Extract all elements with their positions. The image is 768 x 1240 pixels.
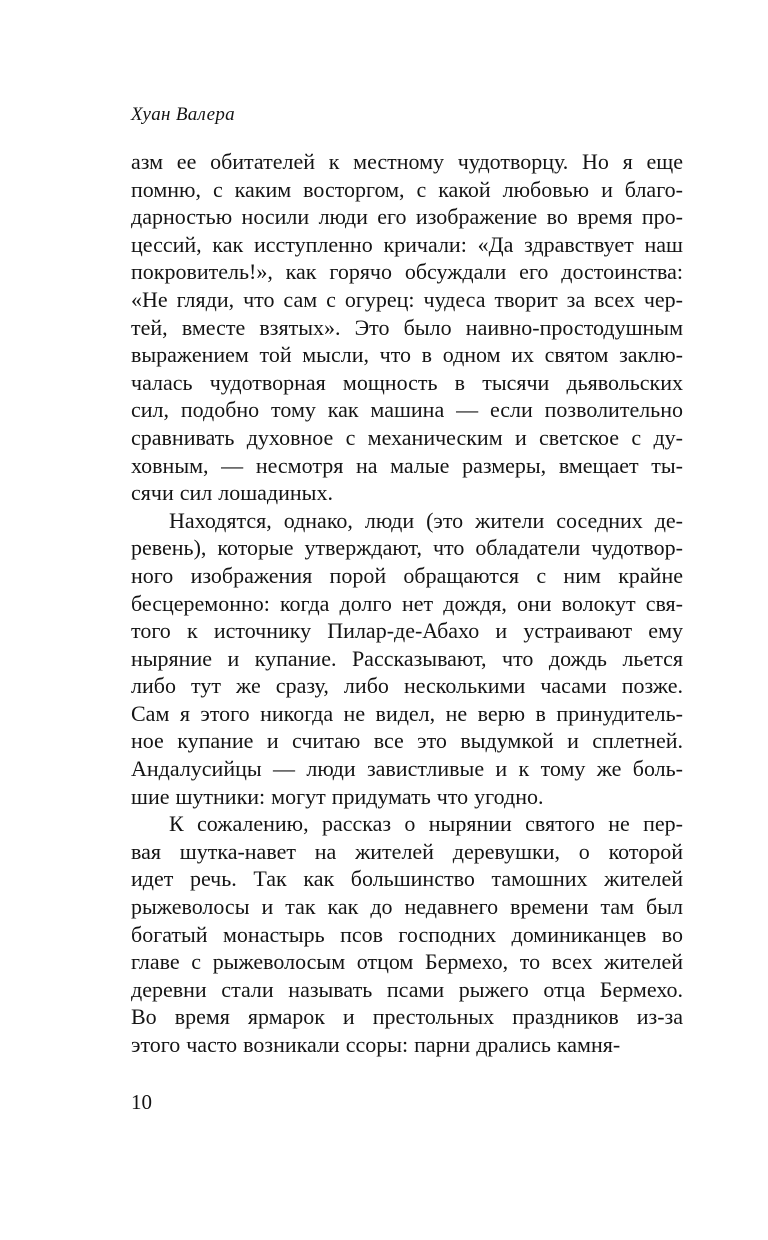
running-header-author: Хуан Валера bbox=[131, 104, 235, 125]
text-line: шие шутники: могут придумать что угодно. bbox=[131, 783, 544, 809]
text-line: бесцеремонно: когда долго нет дождя, они волокут свя- bbox=[131, 590, 683, 616]
text-line: либо тут же сразу, либо несколькими часами позже. bbox=[131, 673, 683, 699]
text-line: рыжеволосы и так как до недавнего времени там был bbox=[131, 894, 683, 920]
text-block bbox=[131, 148, 683, 1059]
text-line: Находятся, однако, люди (это жители соседних де- bbox=[169, 507, 683, 533]
page-number: 10 bbox=[131, 1090, 152, 1114]
text-line: ныряние и купание. Рассказывают, что дождь льется bbox=[131, 645, 683, 671]
text-line: чалась чудотворная мощность в тысячи дьявольских bbox=[131, 369, 683, 395]
text-line: Сам я этого никогда не видел, не верю в принудитель- bbox=[131, 700, 683, 726]
text-line: Андалусийцы — люди завистливые и к тому же боль- bbox=[131, 756, 683, 782]
text-line: ное купание и считаю все это выдумкой и сплетней. bbox=[131, 728, 683, 754]
text-line: цессий, как исступленно кричали: «Да здравствует наш bbox=[131, 231, 683, 257]
text-line: ного изображения порой обращаются с ним крайне bbox=[131, 562, 683, 588]
paragraph bbox=[131, 810, 683, 1058]
text-line: сравнивать духовное с механическим и светское с ду- bbox=[131, 424, 683, 450]
text-line: помню, с каким восторгом, с какой любовью и благо- bbox=[131, 176, 683, 202]
text-line: сячи сил лошадиных. bbox=[131, 480, 333, 506]
text-line: дарностью носили люди его изображение во время про- bbox=[131, 204, 683, 230]
text-line: покровитель!», как горячо обсуждали его достоинства: bbox=[131, 259, 683, 285]
text-line: богатый монастырь псов господних доминиканцев во bbox=[131, 921, 683, 947]
text-line: выражением той мысли, что в одном их святом заклю- bbox=[131, 342, 683, 368]
paragraph bbox=[131, 507, 683, 811]
text-line: деревни стали называть псами рыжего отца Бермехо. bbox=[131, 976, 683, 1002]
text-line: Во время ярмарок и престольных праздников из-за bbox=[131, 1004, 683, 1030]
text-line: главе с рыжеволосым отцом Бермехо, то всех жителей bbox=[131, 949, 683, 975]
text-line: вая шутка-навет на жителей деревушки, о которой bbox=[131, 838, 683, 864]
text-line: того к источнику Пилар-де-Абахо и устраивают ему bbox=[131, 618, 683, 644]
text-line: «Не гляди, что сам с огурец: чудеса творит за всех чер- bbox=[131, 286, 683, 312]
text-line: азм ее обитателей к местному чудотворцу. Но я еще bbox=[131, 149, 683, 174]
text-line: ховным, — несмотря на малые размеры, вмещает ты- bbox=[131, 452, 683, 478]
paragraph bbox=[131, 148, 683, 507]
text-line: этого часто возникали ссоры: парни дрались камня- bbox=[131, 1032, 621, 1057]
text-line: тей, вместе взятых». Это было наивно-простодушным bbox=[131, 314, 683, 340]
text-line: сил, подобно тому как машина — если позволительно bbox=[131, 397, 683, 423]
text-line: идет речь. Так как большинство тамошних жителей bbox=[131, 866, 683, 892]
text-line: ревень), которые утверждают, что обладатели чудотвор- bbox=[131, 535, 683, 561]
text-line: К сожалению, рассказ о нырянии святого не пер- bbox=[169, 811, 683, 837]
